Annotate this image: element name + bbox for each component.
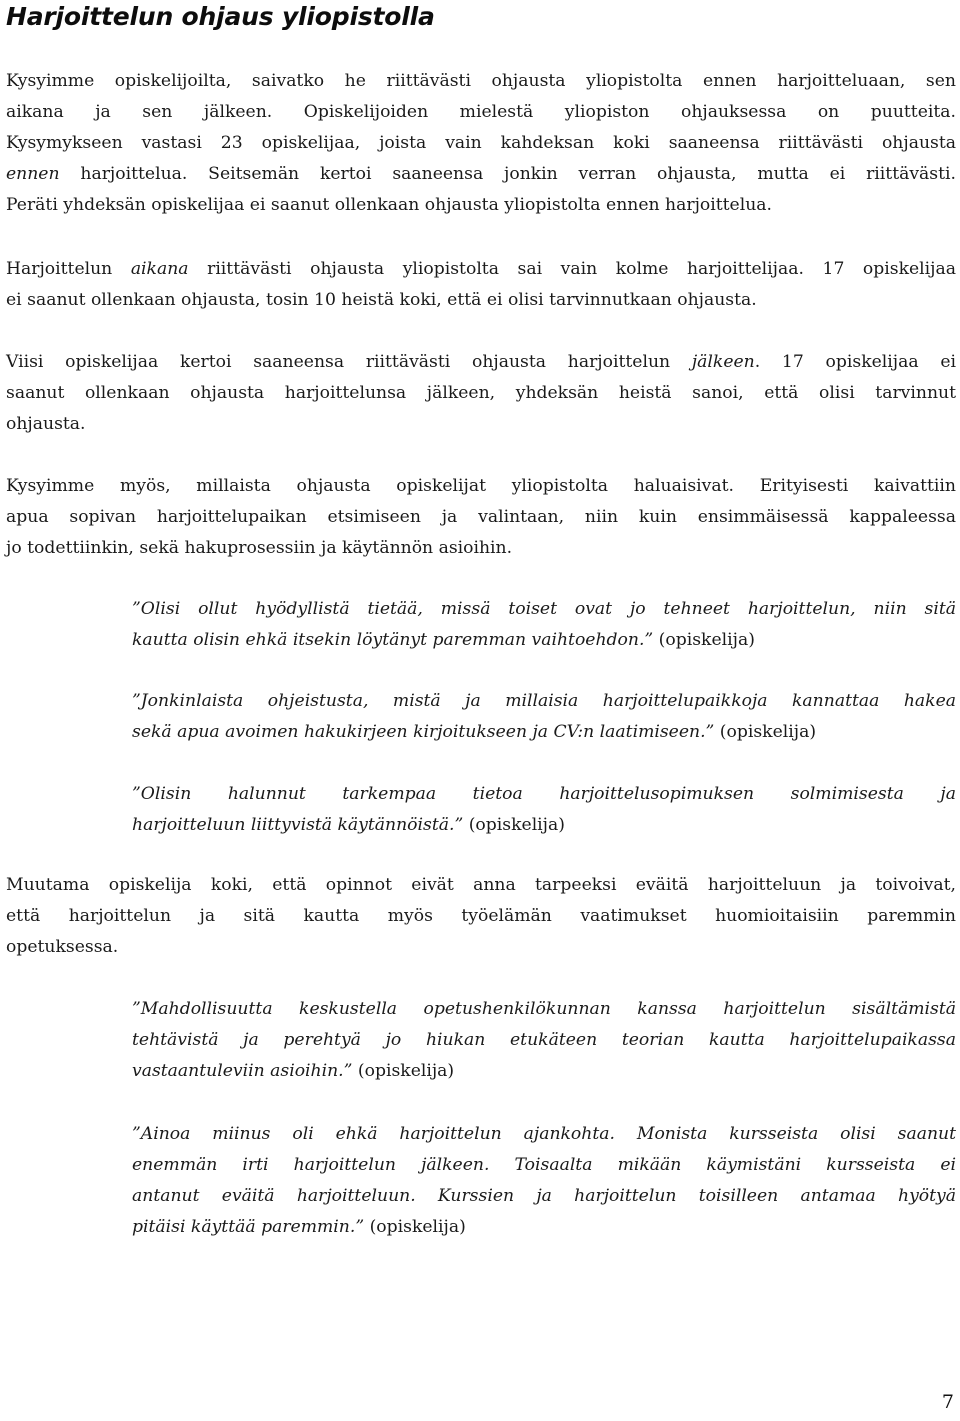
paragraph-text: Viisi opiskelijaa kertoi saaneensa riittävästi ohjausta harjoittelun xyxy=(6,352,692,372)
quote-line: ”Ainoa miinus oli ehkä harjoittelun ajankohta. Monista kursseista olisi saanut xyxy=(132,1124,956,1144)
paragraph-studies xyxy=(6,870,956,963)
quote-line: ”Jonkinlaista ohjeistusta, mistä ja millaisia harjoittelupaikkoja kannattaa hakea xyxy=(132,691,956,711)
paragraph-line: jo todettiinkin, sekä hakuprosessiin ja käytännön asioihin. xyxy=(6,538,513,558)
quote-text: kautta olisin ehkä itsekin löytänyt paremman vaihtoehdon.” xyxy=(132,630,654,650)
quote-line xyxy=(132,810,956,841)
paragraph-line: että harjoittelun ja sitä kautta myös työelämän vaatimukset huomioitaisiin paremmin xyxy=(6,906,956,926)
paragraph-line xyxy=(6,347,956,378)
paragraph-wishes xyxy=(6,471,956,564)
quote-attribution: (opiskelija) xyxy=(364,1217,466,1237)
quote-line: ”Olisin halunnut tarkempaa tietoa harjoittelusopimuksen solmimisesta ja xyxy=(132,784,956,804)
paragraph-line xyxy=(6,159,956,190)
emphasis-text: ennen xyxy=(6,164,60,184)
paragraph-line: ohjausta. xyxy=(6,414,86,434)
quote-attribution: (opiskelija) xyxy=(463,815,565,835)
paragraph-line: Kysyimme opiskelijoilta, saivatko he riittävästi ohjausta yliopistolta ennen harjoitteluaan, sen xyxy=(6,71,956,91)
emphasis-text: aikana xyxy=(130,259,189,279)
student-quote xyxy=(132,994,956,1087)
paragraph-line: aikana ja sen jälkeen. Opiskelijoiden mielestä yliopiston ohjauksessa on puutteita. xyxy=(6,102,956,122)
paragraph-text: harjoittelua. Seitsemän kertoi saaneensa jonkin verran ohjausta, mutta ei riittävästi. xyxy=(59,164,956,184)
paragraph-line: ei saanut ollenkaan ohjausta, tosin 10 heistä koki, että ei olisi tarvinnutkaan ohjausta. xyxy=(6,290,757,310)
quote-text: pitäisi käyttää paremmin.” xyxy=(132,1217,365,1237)
paragraph-line: opetuksessa. xyxy=(6,937,119,957)
paragraph-after xyxy=(6,347,956,440)
student-quote xyxy=(132,779,956,841)
quote-line: antanut eväitä harjoitteluun. Kurssien ja harjoittelun toisilleen antamaa hyötyä xyxy=(132,1186,956,1206)
quote-attribution: (opiskelija) xyxy=(352,1061,455,1081)
paragraph-line: Kysyimme myös, millaista ohjausta opiskelijat yliopistolta haluaisivat. Erityisesti kaivattiin xyxy=(6,476,956,496)
quote-text: sekä apua avoimen hakukirjeen kirjoitukseen ja CV:n laatimiseen.” xyxy=(132,722,715,742)
quote-line xyxy=(132,1212,956,1243)
quote-attribution: (opiskelija) xyxy=(653,630,755,650)
paragraph-intro xyxy=(6,66,956,221)
quote-attribution: (opiskelija) xyxy=(714,722,817,742)
paragraph-text: riittävästi ohjausta yliopistolta sai vain kolme harjoittelijaa. 17 opiskelijaa xyxy=(188,259,957,279)
page-title: Harjoittelun ohjaus yliopistolla xyxy=(6,2,435,31)
quote-line: tehtävistä ja perehtyä jo hiukan etukäteen teorian kautta harjoittelupaikassa xyxy=(132,1030,956,1050)
paragraph-during xyxy=(6,254,956,316)
paragraph-line xyxy=(6,254,956,285)
paragraph-line: Kysymykseen vastasi 23 opiskelijaa, joista vain kahdeksan koki saaneensa riittävästi ohjausta xyxy=(6,133,956,153)
quote-line xyxy=(132,1056,956,1087)
student-quote xyxy=(132,686,956,748)
quote-text: harjoitteluun liittyvistä käytännöistä.” xyxy=(132,815,464,835)
paragraph-line: apua sopivan harjoittelupaikan etsimiseen ja valintaan, niin kuin ensimmäisessä kappaleessa xyxy=(6,507,956,527)
student-quote xyxy=(132,594,956,656)
paragraph-text: . 17 opiskelijaa ei xyxy=(754,352,956,372)
paragraph-text: Harjoittelun xyxy=(6,259,131,279)
quote-line: enemmän irti harjoittelun jälkeen. Toisaalta mikään käymistäni kursseista ei xyxy=(132,1155,956,1175)
quote-line xyxy=(132,717,956,748)
student-quote xyxy=(132,1119,956,1243)
page-number: 7 xyxy=(941,1391,954,1413)
paragraph-line: saanut ollenkaan ohjausta harjoittelunsa jälkeen, yhdeksän heistä sanoi, että olisi tarvinnut xyxy=(6,383,956,403)
paragraph-line: Muutama opiskelija koki, että opinnot eivät anna tarpeeksi eväitä harjoitteluun ja toivoivat, xyxy=(6,875,956,895)
emphasis-text: jälkeen xyxy=(691,352,755,372)
paragraph-line: Peräti yhdeksän opiskelijaa ei saanut ollenkaan ohjausta yliopistolta ennen harjoittelua. xyxy=(6,195,773,215)
quote-line: ”Mahdollisuutta keskustella opetushenkilökunnan kanssa harjoittelun sisältämistä xyxy=(132,999,956,1019)
quote-line: ”Olisi ollut hyödyllistä tietää, missä toiset ovat jo tehneet harjoittelun, niin sitä xyxy=(132,599,956,619)
quote-text: vastaantuleviin asioihin.” xyxy=(132,1061,353,1081)
quote-line xyxy=(132,625,956,656)
